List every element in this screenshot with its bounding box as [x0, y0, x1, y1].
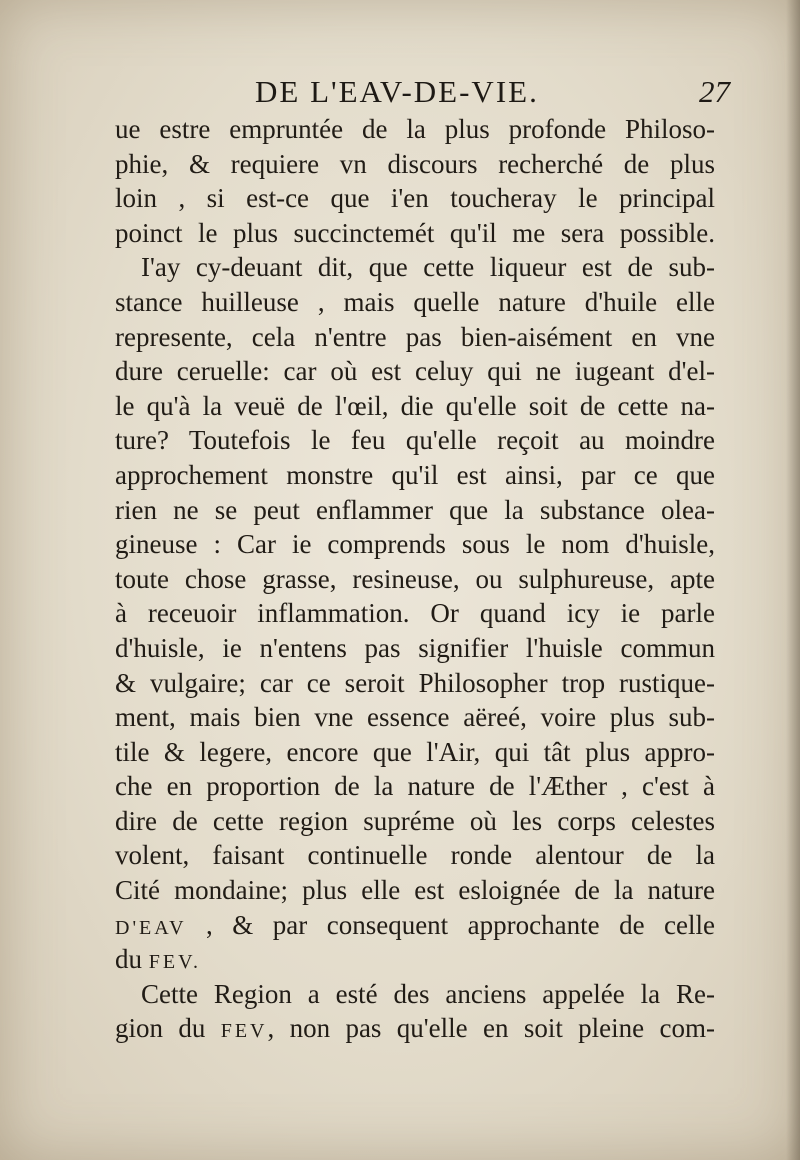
text-line — [115, 1011, 715, 1046]
text-line: gineuse : Car ie comprends sous le nom d'huisle, — [115, 529, 715, 560]
small-caps-word: D'EAV — [115, 916, 187, 939]
text-line: poinct le plus succinctemét qu'il me sera possible. — [115, 217, 715, 248]
text-line: d'huisle, ie n'entens pas signifier l'huisle commun — [115, 632, 715, 663]
text-line: represente, cela n'entre pas bien-aisément en vne — [115, 321, 715, 352]
page-header — [120, 74, 730, 114]
text-line: loin , si est-ce que i'en toucheray le principal — [115, 183, 715, 214]
text-line: dure ceruelle: car où est celuy qui ne iugeant d'el- — [115, 356, 715, 387]
text-line: phie, & requiere vn discours recherché de plus — [115, 148, 715, 179]
paragraph-start-line: Cette Region a esté des anciens appelée la Re- — [141, 978, 715, 1009]
text-line: le qu'à la veuë de l'œil, die qu'elle soit de cette na- — [115, 390, 715, 421]
small-caps-word: FEV. — [148, 951, 201, 974]
page-gutter-shadow — [786, 0, 800, 1160]
text-line: rien ne se peut enflammer que la substance olea- — [115, 494, 715, 525]
text-run: gion du — [115, 1013, 221, 1044]
text-line — [115, 908, 715, 943]
text-line: à receuoir inflammation. Or quand icy ie parle — [115, 598, 715, 629]
text-line: ue estre empruntée de la plus profonde Philoso- — [115, 114, 715, 144]
text-line: dire de cette region supréme où les corps celestes — [115, 805, 715, 836]
running-title: DE L'EAV-DE-VIE. — [255, 74, 539, 109]
small-caps-word: FEV — [220, 1020, 268, 1043]
text-line: volent, faisant continuelle ronde alentour de la — [115, 840, 715, 871]
text-line: ment, mais bien vne essence aëreé, voire plus sub- — [115, 702, 715, 733]
text-line: ture? Toutefois le feu qu'elle reçoit au moindre — [115, 425, 715, 456]
text-line: toute chose grasse, resineuse, ou sulphureuse, apte — [115, 563, 715, 594]
text-line: stance huilleuse , mais quelle nature d'huile elle — [115, 286, 715, 317]
text-run: , non pas qu'elle en soit pleine com- — [267, 1013, 715, 1044]
text-line: & vulgaire; car ce seroit Philosopher trop rustique- — [115, 667, 715, 698]
body-text — [115, 112, 715, 1046]
text-line: tile & legere, encore que l'Air, qui tât plus appro- — [115, 736, 715, 767]
text-run: du — [115, 944, 149, 975]
text-line: che en proportion de la nature de l'Æther , c'est à — [115, 771, 715, 802]
paragraph-start-line: I'ay cy-deuant dit, que cette liqueur est de sub- — [141, 252, 715, 283]
page-number: 27 — [699, 74, 730, 109]
text-line: Cité mondaine; plus elle est esloignée de la nature — [115, 875, 715, 906]
paragraph-end-line — [115, 942, 715, 977]
text-run: , & par consequent approchante de celle — [186, 909, 715, 940]
text-line: approchement monstre qu'il est ainsi, par ce que — [115, 459, 715, 490]
